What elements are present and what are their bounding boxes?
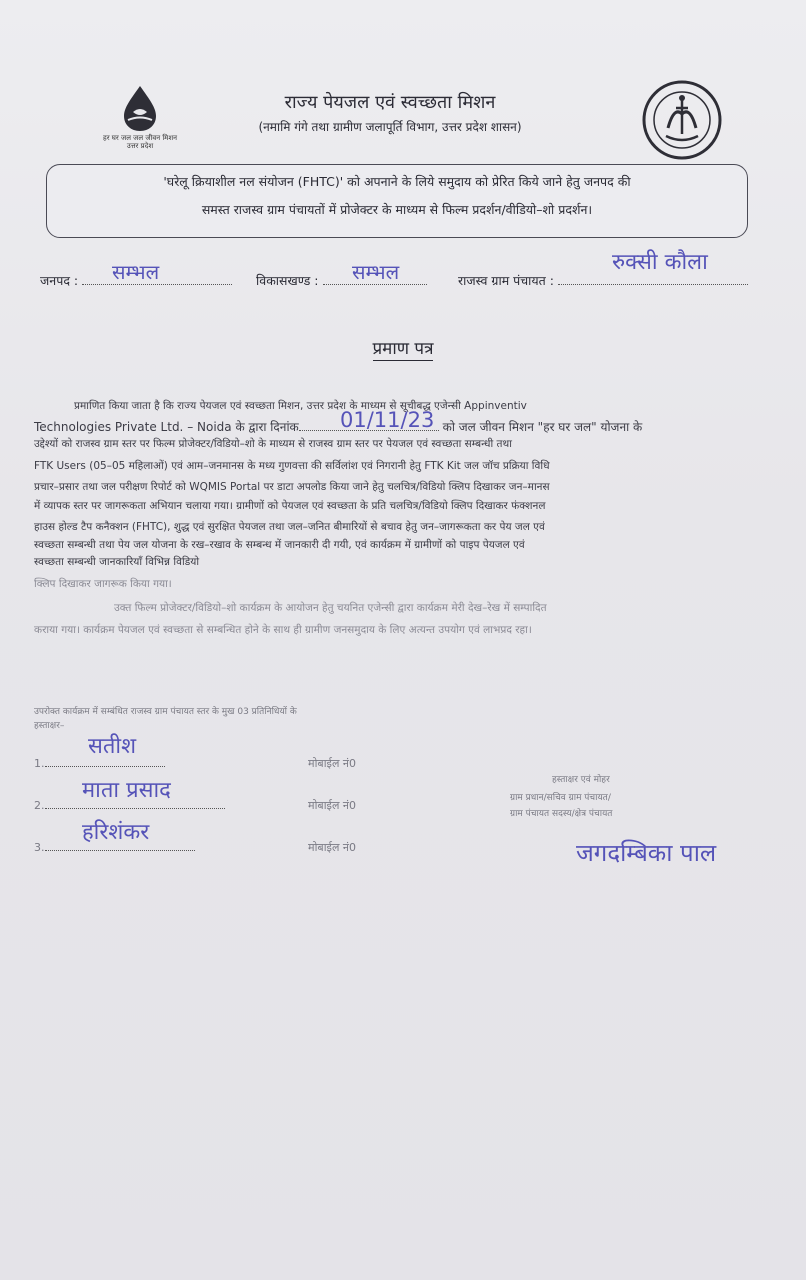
program-date-handwritten: 01/11/23: [340, 408, 435, 432]
program-banner: [46, 164, 748, 238]
signatory-2-signature: माता प्रसाद: [82, 778, 171, 803]
block-label: विकासखण्ड :: [256, 273, 319, 288]
certificate-line: उक्त फिल्म प्रोजेक्टर/विडियो–शो कार्यक्रम के आयोजन हेतु चयनित एजेन्सी द्वारा कार्यक्रम मेरी देख–रेख में सम्पादित: [114, 602, 547, 614]
seal-emblem-icon: [640, 78, 724, 162]
banner-line-1: 'घरेलू क्रियाशील नल संयोजन (FHTC)' को अपनाने के लिये समुदाय को प्रेरित किये जाने हेतु जनपद की: [163, 174, 631, 189]
signatory-row: 1. मोबाईल नं0: [34, 752, 356, 771]
panchayat-label: राजस्व ग्राम पंचायत :: [458, 273, 554, 288]
certificate-line: FTK Users (05–05 महिलाओं) एवं आम–जनमानस के मध्य गुणवत्ता की सर्विलांश एवं निगरानी हेतु FTK Kit जल जॉच प्रक्रिया विधि: [34, 460, 550, 472]
panchayat-handwritten: रुक्सी कौला: [612, 250, 708, 275]
mission-title: राज्य पेयजल एवं स्वच्छता मिशन: [284, 92, 496, 113]
banner-line-2: समस्त राजस्व ग्राम पंचायतों में प्रोजेक्टर के माध्यम से फिल्म प्रदर्शन/वीडियो–शो प्रदर्शन।: [201, 202, 593, 217]
certificate-line: उद्देश्यों को राजस्व ग्राम स्तर पर फिल्म प्रोजेक्टर/विडियो–शो के माध्यम से राजस्व ग्राम स्तर पर पेयजल एवं स्वच्छता सम्बन्धी तथा: [34, 438, 512, 450]
official-signature: जगदम्बिका पाल: [576, 839, 717, 867]
water-drop-icon: [100, 82, 180, 134]
signature-intro-2: हस्ताक्षर–: [34, 721, 65, 731]
official-designation-2: ग्राम पंचायत सदस्य/क्षेत्र पंचायत: [510, 809, 613, 819]
mission-subtitle: (नमामि गंगे तथा ग्रामीण जलापूर्ति विभाग, उत्तर प्रदेश शासन): [258, 120, 522, 134]
certificate-line: प्रचार–प्रसार तथा जल परीक्षण रिपोर्ट को WQMIS Portal पर डाटा अपलोड किया जाने हेतु चलचित्र/विडियो क्लिप दिखाकर जन–मानस: [34, 481, 550, 493]
har-ghar-jal-logo: [100, 82, 180, 160]
signatory-3-signature: हरिशंकर: [82, 820, 150, 845]
logo-caption: हर घर जल जल जीवन मिशन उत्तर प्रदेश: [102, 134, 177, 150]
signatory-row: 3. मोबाईल नं0: [34, 836, 356, 855]
signatory-row: 2. मोबाईल नं0: [34, 794, 356, 813]
certificate-line: प्रमाणित किया जाता है कि राज्य पेयजल एवं स्वच्छता मिशन, उत्तर प्रदेश के माध्यम से सूचीबद्ध एजेन्सी Appinventiv: [74, 400, 527, 412]
signature-intro: उपरोक्त कार्यक्रम में सम्बंधित राजस्व ग्राम पंचायत स्तर के मुख 03 प्रतिनिधियों के: [34, 707, 297, 717]
block-field: [256, 270, 427, 289]
district-label: जनपद :: [40, 273, 79, 288]
certificate-line: में व्यापक स्तर पर जागरूकता अभियान चलाया गया। ग्रामीणों को पेयजल एवं स्वच्छता के प्रति चलचित्र/विडियो क्लिप दिखाकर फंक्शनल: [34, 500, 546, 512]
district-handwritten: सम्भल: [112, 260, 160, 284]
certificate-line: स्वच्छता सम्बन्धी जानकारियाँ विभिन्न विडियो: [34, 556, 200, 568]
signatory-1-signature: सतीश: [88, 734, 137, 759]
certificate-line: कराया गया। कार्यक्रम पेयजल एवं स्वच्छता से सम्बन्धित होने के साथ ही ग्रामीण जनसमुदाय के लिए अत्यन्त उपयोग एवं लाभप्रद रहा।: [34, 624, 532, 636]
certificate-title: प्रमाण पत्र: [372, 339, 434, 359]
certificate-line: स्वच्छता सम्बन्धी तथा पेय जल योजना के रख–रखाव के सम्बन्ध में जानकारी दी गयी, एवं कार्यक्रम में ग्रामीणों को पाइप पेयजल एवं: [34, 539, 525, 551]
official-sign-label: हस्ताक्षर एवं मोहर: [552, 775, 610, 785]
block-handwritten: सम्भल: [352, 260, 400, 284]
certificate-line: क्लिप दिखाकर जागरूक किया गया।: [34, 578, 172, 590]
up-government-seal: [640, 78, 724, 162]
official-designation-1: ग्राम प्रधान/सचिव ग्राम पंचायत/: [510, 793, 611, 803]
certificate-line: Technologies Private Ltd. – Noida के द्वारा दिनांक को जल जीवन मिशन "हर घर जल" योजना के: [34, 416, 754, 436]
certificate-line: हाउस होल्ड टैप कनैक्शन (FHTC), शुद्ध एवं सुरक्षित पेयजल तथा जल–जनित बीमारियों से बचाव हेतु जन–जागरूकता कर पेय जल एवं: [34, 521, 545, 533]
